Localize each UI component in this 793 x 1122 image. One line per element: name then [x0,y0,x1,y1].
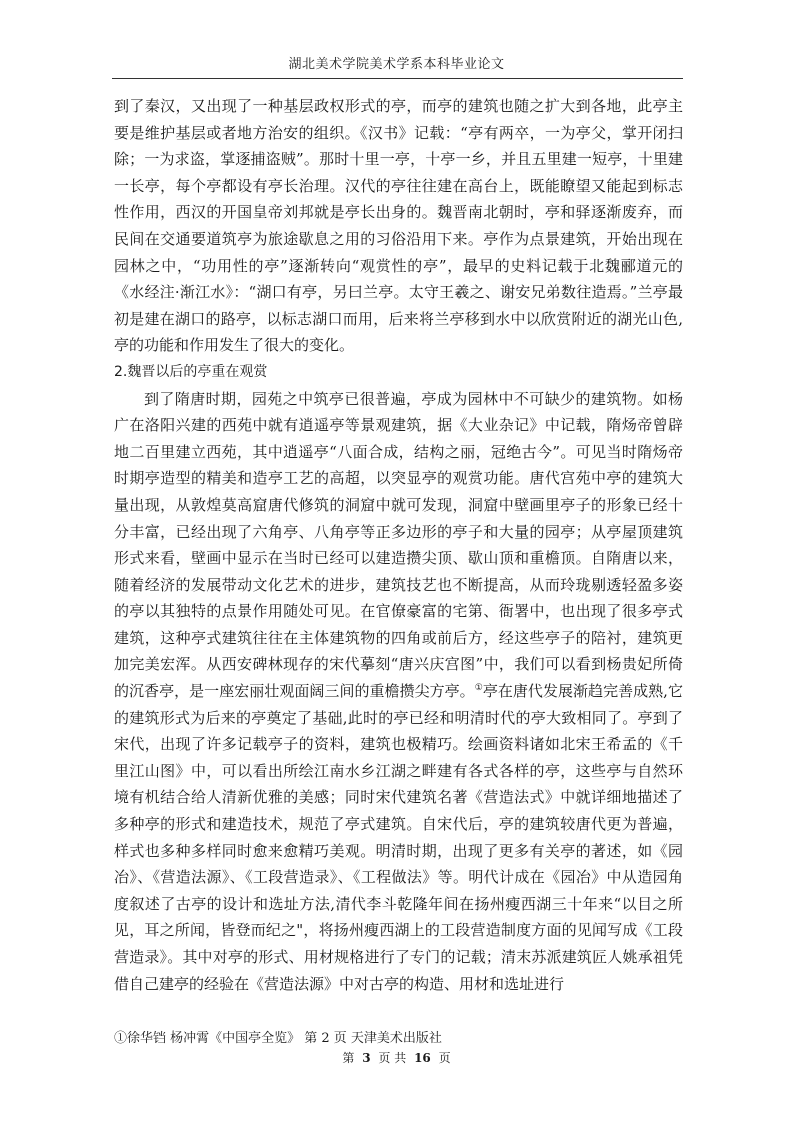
body-paragraph-2-part-1: 到了隋唐时期，园苑之中筑亭已很普遍，亭成为园林中不可缺少的建筑物。如杨广在洛阳兴建的西苑中就有逍遥亭等景观建筑，据《大业杂记》中记载，隋炀帝曾辟地二百里建立西苑，其中逍遥亭“八面合成，结构之丽，冠绝古今”。可见当时隋炀帝时期亭造型的精美和造亭工艺的高超，以突显亭的观赏功能。唐代宫苑中亭的建筑大量出现，从敦煌莫高窟唐代修筑的洞窟中就可发现，洞窟中壁画里亭子的形象已经十分丰富，已经出现了六角亭、八角亭等正多边形的亭子和大量的园亭；从亭屋顶建筑形式来看，壁画中显示在当时已经可以建造攒尖顶、歇山顶和重檐顶。自隋唐以来，随着经济的发展带动文化艺术的进步，建筑技艺也不断提高，从而玲珑剔透轻盈多姿的亭以其独特的点景作用随处可见。在官僚豪富的宅第、衙署中，也出现了很多亭式建筑，这种亭式建筑往往在主体建筑物的四角或前后方，经这些亭子的陪衬，建筑更加完美宏浑。从西安碑林现存的宋代摹刻“唐兴庆宫图”中，我们可以看到杨贵妃所倚的沉香亭，是一座宏丽壮观面阔三间的重檐攒尖方亭。 [114,389,683,701]
current-page-number: 3 [362,1051,371,1065]
body-paragraph-2 [114,386,683,998]
header-title: 湖北美术学院美术学系本科毕业论文 [288,57,505,72]
section-heading: 2.魏晋以后的亭重在观赏 [114,363,268,380]
body-paragraph-2-part-2: 亭在唐代发展渐趋完善成熟,它的建筑形式为后来的亭奠定了基础,此时的亭已经和明清时代的亭大致相同了。亭到了宋代，出现了许多记载亭子的资料，建筑也极精巧。绘画资料诸如北宋王希孟的《千里江山图》中，可以看出所绘江南水乡江湖之畔建有各式各样的亭，这些亭与自然环境有机结合给人清新优雅的美感；同时宋代建筑名著《营造法式》中就详细地描述了多种亭的形式和建造技术，规范了亭式建筑。自宋代后，亭的建筑较唐代更为普遍，样式也多种多样同时愈来愈精巧美观。明清时期，出现了更多有关亭的著述，如《园冶》、《营造法源》、《工段营造录》、《工程做法》等。明代计成在《园冶》中从造园角度叙述了古亭的设计和选址方法,清代李斗乾隆年间在扬州瘦西湖三十年来“以目之所见，耳之所闻，皆登而纪之"，将扬州瘦西湖上的工段营造制度方面的见闻写成《工段营造录》。其中对亭的形式、用材规格进行了专门的记载；清末苏派建筑匠人姚承祖凭借自己建亭的经验在《营造法源》中对古亭的构造、用材和选址进行 [114,682,683,993]
page-footer [0,1049,793,1067]
page-header [118,56,675,74]
body-paragraph-1: 到了秦汉，又出现了一种基层政权形式的亭，而亭的建筑也随之扩大到各地，此亭主要是维护基层或者地方治安的组织。《汉书》记载：“亭有两卒，一为亭父，掌开闭扫除；一为求盗，掌逐捕盗贼”。那时十里一亭，十亭一乡，并且五里建一短亭，十里建一长亭，每个亭都设有亭长治理。汉代的亭往往建在高台上，既能瞭望又能起到标志性作用，西汉的开国皇帝刘邦就是亭长出身的。魏晋南北朝时，亭和驿逐渐废弃，而民间在交通要道筑亭为旅途歇息之用的习俗沿用下来。亭作为点景建筑，开始出现在园林之中，“功用性的亭”逐渐转向“观赏性的亭”，最早的史料记载于北魏郦道元的《水经注·渐江水》：“湖口有亭，另曰兰亭。太守王羲之、谢安兄弟数往造焉。”兰亭最初是建在湖口的路亭，以标志湖口而用，后来将兰亭移到水中以欣赏附近的湖光山色,亭的功能和作用发生了很大的变化。 [114,97,683,355]
header-divider [112,78,683,79]
total-page-count: 16 [414,1051,431,1065]
footnote-text: ①徐华铛 杨冲霄《中国亭全览》 第 2 页 天津美术出版社 [114,1031,442,1046]
footer-prefix: 第 [342,1051,355,1065]
footer-middle: 页 共 [378,1051,407,1065]
footnote-reference[interactable]: ① [474,683,483,694]
document-body [114,93,683,997]
footer-suffix: 页 [438,1051,451,1065]
footnote [114,1030,683,1048]
